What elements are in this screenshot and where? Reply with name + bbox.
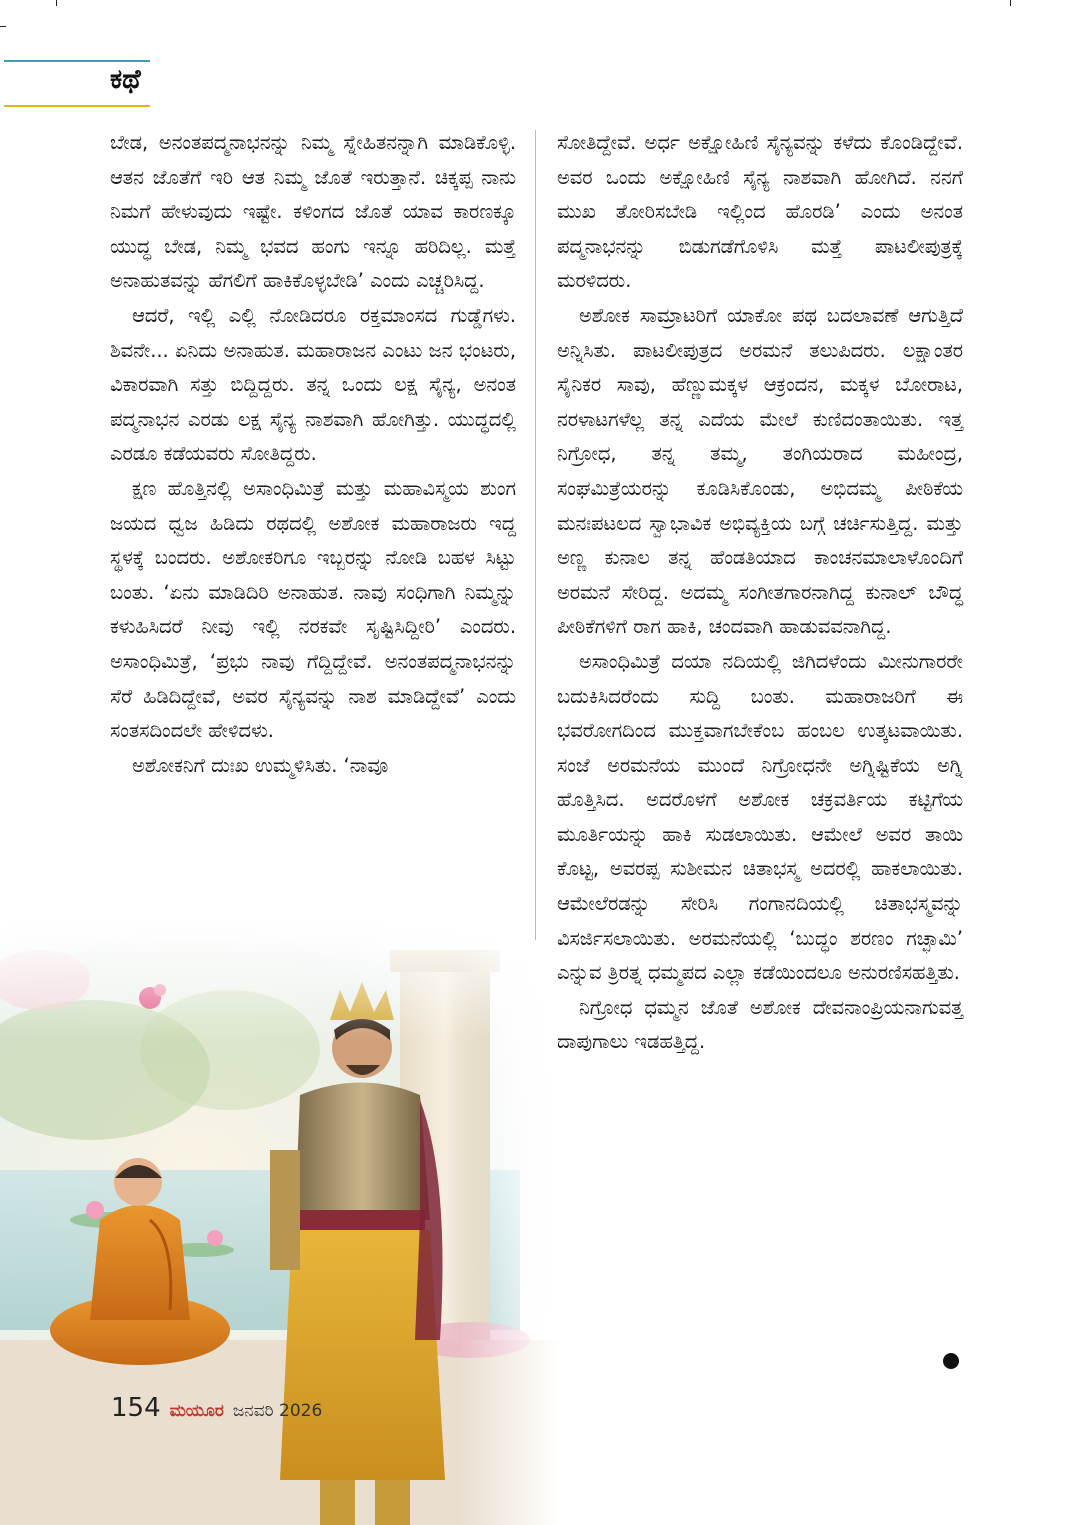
paragraph: ಕ್ಷಣ ಹೊತ್ತಿನಲ್ಲಿ ಅಸಾಂಧಿಮಿತ್ರೆ ಮತ್ತು ಮಹಾವಿಸ್ಮಯ ಶುಂಗ ಜಯದ ಧ್ವಜ ಹಿಡಿದು ರಥದಲ್ಲಿ ಅಶೋಕ ಮಹಾರಾಜರು ಇದ್ದ ಸ್ಥಳಕ್ಕೆ ಬಂದರು. ಅಶೋಕರಿಗೂ ಇಬ್ಬರನ್ನು ನೋಡಿ ಬಹಳ ಸಿಟ್ಟು ಬಂತು. ‘ಏನು ಮಾಡಿದಿರಿ ಅನಾಹುತ. ನಾವು ಸಂಧಿಗಾಗಿ ನಿಮ್ಮನ್ನು ಕಳುಹಿಸಿದರೆ ನೀವು ಇಲ್ಲಿ ನರಕವೇ ಸೃಷ್ಟಿಸಿದ್ದೀರಿ’ ಎಂದರು. ಅಸಾಂಧಿಮಿತ್ರೆ, ‘ಪ್ರಭು ನಾವು ಗೆದ್ದಿದ್ದೇವೆ. ಅನಂತಪದ್ಮನಾಭನನ್ನು ಸೆರೆ ಹಿಡಿದಿದ್ದೇವೆ, ಅವರ ಸೈನ್ಯವನ್ನು ನಾಶ ಮಾಡಿದ್ದೇವೆ’ ಎಂದು ಸಂತಸದಿಂದಲೇ ಹೇಳಿದಳು. bbox=[110, 476, 516, 743]
article-column-left bbox=[110, 126, 516, 783]
story-illustration bbox=[0, 920, 560, 1525]
issue-date: ಜನವರಿ 2026 bbox=[232, 1401, 323, 1421]
crop-mark bbox=[1010, 0, 1011, 6]
paragraph: ಅಶೋಕ ಸಾಮ್ರಾಟರಿಗೆ ಯಾಕೋ ಪಥ ಬದಲಾವಣೆ ಆಗುತ್ತಿದೆ ಅನ್ನಿಸಿತು. ಪಾಟಲೀಪುತ್ರದ ಅರಮನೆ ತಲುಪಿದರು. ಲಕ್ಷಾಂತರ ಸೈನಿಕರ ಸಾವು, ಹೆಣ್ಣುಮಕ್ಕಳ ಆಕ್ರಂದನ, ಮಕ್ಕಳ ಬೋರಾಟ, ನರಳಾಟಗಳೆಲ್ಲ ತನ್ನ ಎದೆಯ ಮೇಲೆ ಕುಣಿದಂತಾಯಿತು. ಇತ್ತ ನಿಗ್ರೋಧ, ತನ್ನ ತಮ್ಮ, ತಂಗಿಯರಾದ ಮಹೀಂದ್ರ, ಸಂಘಮಿತ್ರೆಯರನ್ನು ಕೂಡಿಸಿಕೊಂಡು, ಅಭಿದಮ್ಮ ಪೀಠಿಕೆಯ ಮನಃಪಟಲದ ಸ್ವಾಭಾವಿಕ ಅಭಿವ್ಯಕ್ತಿಯ ಬಗ್ಗೆ ಚರ್ಚಿಸುತ್ತಿದ್ದ. ಮತ್ತು ಅಣ್ಣ ಕುನಾಲ ತನ್ನ ಹೆಂಡತಿಯಾದ ಕಾಂಚನಮಾಲಾಳೊಂದಿಗೆ ಅರಮನೆ ಸೇರಿದ್ದ. ಅದಮ್ಮ ಸಂಗೀತಗಾರನಾಗಿದ್ದ ಕುನಾಲ್ ಬೌದ್ಧ ಪೀಠಿಕೆಗಳಿಗೆ ರಾಗ ಹಾಕಿ, ಚಂದವಾಗಿ ಹಾಡುವವನಾಗಿದ್ದ. bbox=[557, 303, 963, 639]
column-divider bbox=[535, 130, 536, 940]
section-rule-top bbox=[4, 60, 150, 62]
crop-mark bbox=[0, 26, 6, 27]
paragraph: ಆದರೆ, ಇಲ್ಲಿ ಎಲ್ಲಿ ನೋಡಿದರೂ ರಕ್ತಮಾಂಸದ ಗುಡ್ಡೆಗಳು. ಶಿವನೇ... ಏನಿದು ಅನಾಹುತ. ಮಹಾರಾಜನ ಎಂಟು ಜನ ಭಂಟರು, ವಿಕಾರವಾಗಿ ಸತ್ತು ಬಿದ್ದಿದ್ದರು. ತನ್ನ ಒಂದು ಲಕ್ಷ ಸೈನ್ಯ, ಅನಂತ ಪದ್ಮನಾಭನ ಎರಡು ಲಕ್ಷ ಸೈನ್ಯ ನಾಶವಾಗಿ ಹೋಗಿತ್ತು. ಯುದ್ಧದಲ್ಲಿ ಎರಡೂ ಕಡೆಯವರು ಸೋತಿದ್ದರು. bbox=[110, 303, 516, 466]
paragraph: ಬೇಡ, ಅನಂತಪದ್ಮನಾಭನನ್ನು ನಿಮ್ಮ ಸ್ನೇಹಿತನನ್ನಾಗಿ ಮಾಡಿಕೊಳ್ಳಿ. ಆತನ ಜೊತೆಗೆ ಇರಿ ಆತ ನಿಮ್ಮ ಜೊತೆ ಇರುತ್ತಾನೆ. ಚಿಕ್ಕಪ್ಪ ನಾನು ನಿಮಗೆ ಹೇಳುವುದು ಇಷ್ಟೇ. ಕಳಿಂಗದ ಜೊತೆ ಯಾವ ಕಾರಣಕ್ಕೂ ಯುದ್ಧ ಬೇಡ, ನಿಮ್ಮ ಭವದ ಹಂಗು ಇನ್ನೂ ಹರಿದಿಲ್ಲ. ಮತ್ತೆ ಅನಾಹುತವನ್ನು ಹೆಗಲಿಗೆ ಹಾಕಿಕೊಳ್ಳಬೇಡಿ’ ಎಂದು ಎಚ್ಚರಿಸಿದ್ದ. bbox=[110, 131, 516, 293]
story-end-mark bbox=[943, 1353, 959, 1369]
page-footer bbox=[111, 1393, 322, 1425]
section-rule-bottom bbox=[4, 105, 150, 107]
section-label: ಕಥೆ bbox=[110, 64, 141, 95]
paragraph: ಸೋತಿದ್ದೇವೆ. ಅರ್ಧ ಅಕ್ಷೋಹಿಣಿ ಸೈನ್ಯವನ್ನು ಕಳೆದು ಕೊಂಡಿದ್ದೇವೆ. ಅವರ ಒಂದು ಅಕ್ಷೋಹಿಣಿ ಸೈನ್ಯ ನಾಶವಾಗಿ ಹೋಗಿದೆ. ನನಗೆ ಮುಖ ತೋರಿಸಬೇಡಿ ಇಲ್ಲಿಂದ ಹೊರಡಿ’ ಎಂದು ಅನಂತ ಪದ್ಮನಾಭನನ್ನು ಬಿಡುಗಡೆಗೊಳಿಸಿ ಮತ್ತೆ ಪಾಟಲೀಪುತ್ರಕ್ಕೆ ಮರಳಿದರು. bbox=[557, 131, 963, 293]
page-number: 154 bbox=[111, 1393, 161, 1423]
magazine-name: ಮಯೂರ bbox=[169, 1401, 224, 1421]
article-column-right bbox=[557, 126, 963, 1060]
crop-mark bbox=[56, 0, 57, 6]
paragraph: ಅಸಾಂಧಿಮಿತ್ರೆ ದಯಾ ನದಿಯಲ್ಲಿ ಜಿಗಿದಳೆಂದು ಮೀನುಗಾರರೇ ಬದುಕಿಸಿದರೆಂದು ಸುದ್ದಿ ಬಂತು. ಮಹಾರಾಜರಿಗೆ ಈ ಭವರೋಗದಿಂದ ಮುಕ್ತವಾಗಬೇಕೆಂಬ ಹಂಬಲ ಉತ್ಕಟವಾಯಿತು. ಸಂಜೆ ಅರಮನೆಯ ಮುಂದೆ ನಿಗ್ರೋಧನೇ ಅಗ್ನಿಷ್ಟಿಕೆಯ ಅಗ್ನಿ ಹೊತ್ತಿಸಿದ. ಅದರೊಳಗೆ ಅಶೋಕ ಚಕ್ರವರ್ತಿಯ ಕಟ್ಟಿಗೆಯ ಮೂರ್ತಿಯನ್ನು ಹಾಕಿ ಸುಡಲಾಯಿತು. ಆಮೇಲೆ ಅವರ ತಾಯಿ ಕೊಟ್ಟ, ಅವರಪ್ಪ ಸುಶೀಮನ ಚಿತಾಭಸ್ಮ ಅದರಲ್ಲಿ ಹಾಕಲಾಯಿತು. ಆಮೇಲೆರಡನ್ನು ಸೇರಿಸಿ ಗಂಗಾನದಿಯಲ್ಲಿ ಚಿತಾಭಸ್ಮವನ್ನು ವಿಸರ್ಜಿಸಲಾಯಿತು. ಅರಮನೆಯಲ್ಲಿ ‘ಬುದ್ಧಂ ಶರಣಂ ಗಚ್ಛಾಮಿ’ ಎನ್ನುವ ತ್ರಿರತ್ನ ಧಮ್ಮಪದ ಎಲ್ಲಾ ಕಡೆಯಿಂದಲೂ ಅನುರಣಿಸಹತ್ತಿತು. bbox=[557, 649, 963, 985]
paragraph: ನಿಗ್ರೋಧ ಧಮ್ಮನ ಜೊತೆ ಅಶೋಕ ದೇವನಾಂಪ್ರಿಯನಾಗುವತ್ತ ದಾಪುಗಾಲು ಇಡಹತ್ತಿದ್ದ. bbox=[557, 995, 963, 1054]
paragraph: ಅಶೋಕನಿಗೆ ದುಃಖ ಉಮ್ಮಳಿಸಿತು. ‘ನಾವೂ bbox=[132, 753, 389, 777]
